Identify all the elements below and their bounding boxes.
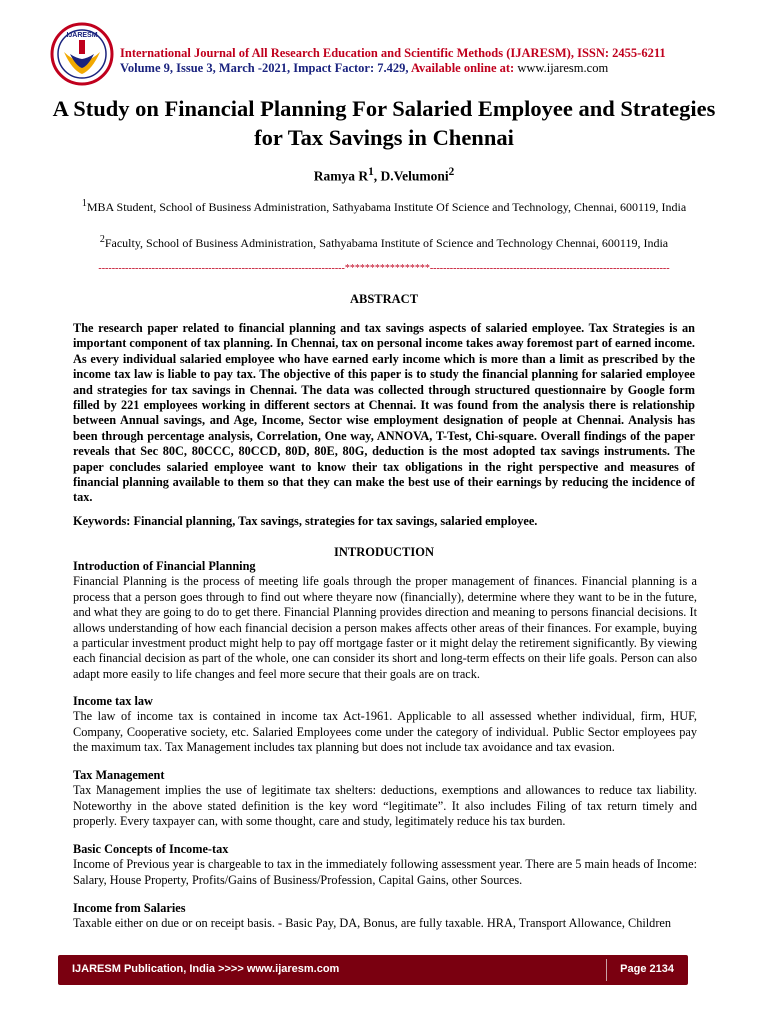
affiliation-2-sup: 2 [99,234,105,245]
section-heading: Tax Management [73,768,165,782]
section-text: Income of Previous year is chargeable to tax in the immediately following assessment year. There are 5 main heads of Income: Salary, House Property, Profits/Gains of Business/Profession, Capital Gains, other Sources. [73,857,697,887]
section-heading: Income tax law [73,694,153,708]
paper-title: A Study on Financial Planning For Salaried Employee and Strategies for Tax Savings in Chennai [52,96,716,150]
section-text: Tax Management implies the use of legitimate tax shelters: deductions, exemptions and allowances to reduce tax liability. Noteworthy in the above stated definition is the key word “legitimate”. It also includes Filing of tax return timely and properly. Every taxpayer can, with some thought, care and study, legitimately reduce his tax burden. [73,783,697,829]
page-footer [58,955,688,985]
section-basic-concepts [73,842,697,888]
section-financial-planning [73,559,697,682]
section-text: Taxable either on due or on receipt basis. - Basic Pay, DA, Bonus, are fully taxable. HRA, Transport Allowance, Children [73,916,672,931]
page-number: Page 2134 [620,963,674,975]
section-income-tax-law [73,694,697,756]
section-heading: Basic Concepts of Income-tax [73,842,229,856]
author-2-sup: 2 [448,166,455,178]
affiliation-1-sup: 1 [81,198,87,209]
author-1-sup: 1 [368,166,374,178]
available-label: Available online at: [410,61,518,75]
affiliation-2-text: Faculty, School of Business Administration, Sathyabama Institute of Science and Technology Chennai, 600119, India [104,236,669,250]
journal-url-link[interactable]: www.ijaresm.com [517,61,609,75]
issue-info: Volume 9, Issue 3, March -2021, Impact Factor: 7.429, [120,61,411,75]
affiliation-2 [60,233,708,250]
logo-text: IJARESM [66,32,98,39]
introduction-heading: INTRODUCTION [333,545,434,559]
author-1: Ramya R [313,168,369,184]
section-text: The law of income tax is contained in income tax Act-1961. Applicable to all assessed whether individual, firm, HUF, Company, Cooperative society, etc. Salaried Employees come under the category of individual. Public Sector employees pay the maximum tax. Tax Management includes tax planning but does not include tax avoidance and tax evasion. [73,709,697,755]
section-heading: Introduction of Financial Planning [73,559,256,573]
section-text: Financial Planning is the process of meeting life goals through the proper management of finances. Financial planning is a process that a person goes through to find out where theyare now (financially), determine where they want to be in the future, and what they are going to do to get there. Financial Planning provides direction and meaning to persons financial decisions. It allows understanding of how each financial decision a person makes affects other areas of their finances. For example, buying a particular investment product might help to pay off mortgage faster or it might delay the retirement significantly. By viewing each financial decision as part of the whole, one can consider its short and long-term effects on their life goals. Person can also adapt more easily to life changes and feel more secure that their goals are on track. [73,574,697,681]
abstract-heading: ABSTRACT [349,292,419,306]
affiliation-1-text: MBA Student, School of Business Administration, Sathyabama Institute Of Science and Technology, Chennai, 600119, India [86,200,687,214]
abstract-text: The research paper related to financial planning and tax savings aspects of salaried employee. Tax Strategies is an important component of tax planning. In Chennai, tax on personal income takes away foremost part of earned income. As every individual salaried employee who have earned early income which is more than a limit as prescribed by the income tax law is liable to pay tax. The objective of this paper is to study the financial planning for salaried employee and strategies for tax savings in Chennai. The data was collected through structured questionnaire by Google form filled by 221 employees working in different sectors at Chennai. It was found from the analysis there is relationship between Annual savings, and Age, Income, Sector wise employment designation of people at Chennai. Analysis has been through percentage analysis, Correlation, One way, ANNOVA, T-Test, Chi-square. Overall findings of the paper reveals that Sec 80C, 80CCC, 80CCD, 80D, 80E, 80G, deduction is the most adopted tax savings instruments. The paper concludes salaried employee want to know their tax obligations in the right perspective and measures of financial planning available to them so that they can make the best use of their earnings by reducing the incidence of tax. [73,321,695,505]
author-separator: , [373,168,381,184]
footer-divider [606,959,607,981]
journal-logo [50,22,114,86]
authors [40,166,728,185]
section-income-from-salaries [73,901,697,932]
section-separator: --------------------------------------------------------------------------*****************------------------------------------------------------------------------ [98,263,670,274]
journal-name: International Journal of All Research Education and Scientific Methods (IJARESM), ISSN: 2455-6211 [120,46,666,60]
keywords: Keywords: Financial planning, Tax savings, strategies for tax savings, salaried employee. [73,514,538,528]
affiliation-1 [60,197,708,214]
journal-issue-line [120,61,760,76]
section-tax-management [73,768,697,830]
author-2: D.Velumoni [380,168,449,184]
footer-publication: IJARESM Publication, India >>>> www.ijaresm.com [72,963,340,975]
section-heading: Income from Salaries [73,901,186,915]
